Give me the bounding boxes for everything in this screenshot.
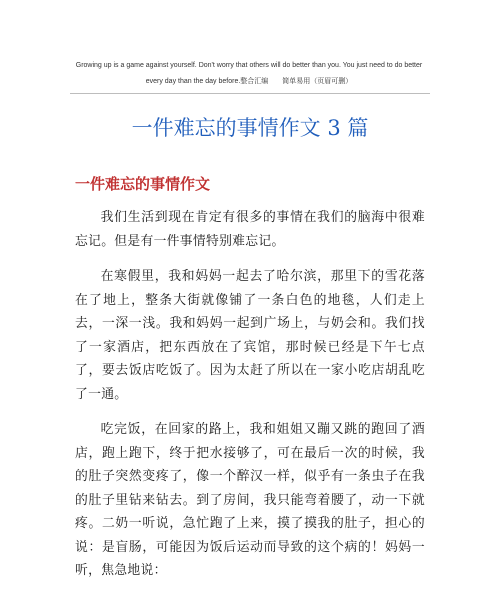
document-title: 一件难忘的事情作文 3 篇 [131,116,369,140]
paragraph-2: 在寒假里，我和妈妈一起去了哈尔滨，那里下的雪花落在了地上，整条大街就像铺了一条白色的地毯，人们走上去，一深一浅。我和妈妈一起到广场上，与奶会和。我们找了一家酒店，把东西放在了宾馆，那时候已经是下午七点了，要去饭店吃饭了。因为太赶了所以在一家小吃店胡乱吃了一通。 [75,269,425,402]
paragraph-3: 吃完饭，在回家的路上，我和姐姐又蹦又跳的跑回了酒店，跑上跑下，终于把水接够了，可在最后一次的时候，我的肚子突然变疼了，像一个醉汉一样，似乎有一条虫子在我的肚子里钻来钻去。到了房间，我只能弯着腰了，动一下就疼。二奶一听说，急忙跑了上来，摸了摸我的肚子，担心的说：是盲肠，可能因为饭后运动而导致的这个病的！妈妈一听，焦急地说： [75,422,425,578]
paragraph-1: 我们生活到现在肯定有很多的事情在我们的脑海中很难忘记。但是有一件事情特别难忘记。 [75,210,425,249]
section-heading: 一件难忘的事情作文 [75,175,211,193]
article-body [75,206,425,595]
header-divider [70,93,430,94]
page-header-note: Growing up is a game against yourself. Don't worry that others will do better than you. You just need to do better every day than the day before.整合汇编 简单易用（页眉可删） [75,62,423,85]
